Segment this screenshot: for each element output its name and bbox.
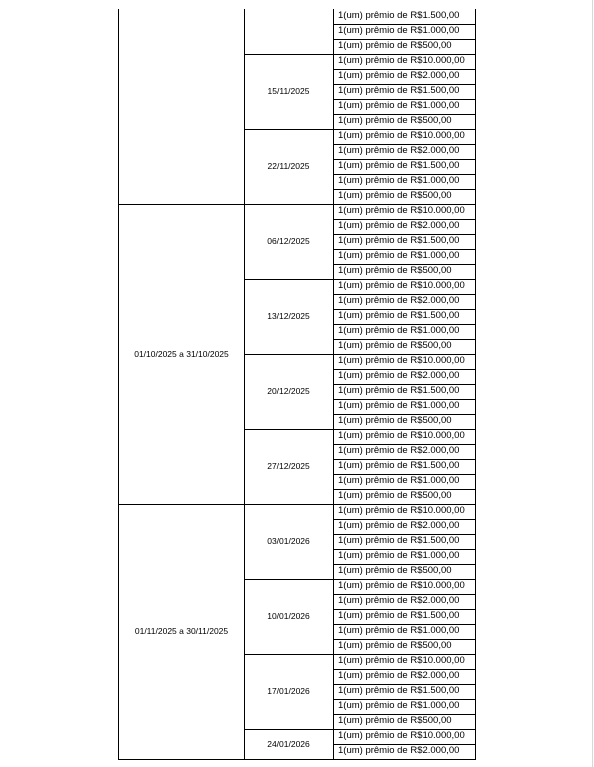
prize-row: 1(um) prêmio de R$1.500,00 <box>333 609 476 625</box>
prize-row: 1(um) prêmio de R$1.000,00 <box>333 324 476 340</box>
prize-row: 1(um) prêmio de R$10.000,00 <box>333 504 476 520</box>
prize-row: 1(um) prêmio de R$1.000,00 <box>333 174 476 190</box>
prize-row: 1(um) prêmio de R$2.000,00 <box>333 519 476 535</box>
prize-row: 1(um) prêmio de R$1.500,00 <box>333 309 476 325</box>
prize-row: 1(um) prêmio de R$10.000,00 <box>333 279 476 295</box>
prize-row: 1(um) prêmio de R$2.000,00 <box>333 594 476 610</box>
prize-row: 1(um) prêmio de R$10.000,00 <box>333 354 476 370</box>
prize-row: 1(um) prêmio de R$500,00 <box>333 414 476 430</box>
prize-row: 1(um) prêmio de R$2.000,00 <box>333 444 476 460</box>
prize-row: 1(um) prêmio de R$2.000,00 <box>333 69 476 85</box>
prize-row: 1(um) prêmio de R$500,00 <box>333 489 476 505</box>
prize-row: 1(um) prêmio de R$1.500,00 <box>333 534 476 550</box>
period-cell <box>118 9 245 204</box>
draw-date-cell: 20/12/2025 <box>244 354 334 429</box>
draw-date-cell: 10/01/2026 <box>244 579 334 655</box>
draw-date-cell: 15/11/2025 <box>244 54 334 129</box>
prize-row: 1(um) prêmio de R$1.500,00 <box>333 84 476 100</box>
draw-date-cell <box>244 9 334 54</box>
draw-date-cell: 17/01/2026 <box>244 654 334 730</box>
prize-row: 1(um) prêmio de R$500,00 <box>333 264 476 280</box>
prize-row: 1(um) prêmio de R$500,00 <box>333 564 476 580</box>
prize-row: 1(um) prêmio de R$10.000,00 <box>333 204 476 220</box>
prize-row: 1(um) prêmio de R$10.000,00 <box>333 129 476 145</box>
prize-row: 1(um) prêmio de R$1.500,00 <box>333 159 476 175</box>
prize-row: 1(um) prêmio de R$10.000,00 <box>333 729 476 745</box>
prize-row: 1(um) prêmio de R$2.000,00 <box>333 294 476 310</box>
period-cell: 01/11/2025 a 30/11/2025 <box>118 504 245 760</box>
draw-date-cell: 03/01/2026 <box>244 504 334 580</box>
prize-row: 1(um) prêmio de R$1.500,00 <box>333 459 476 475</box>
prize-row: 1(um) prêmio de R$500,00 <box>333 639 476 655</box>
prize-row: 1(um) prêmio de R$500,00 <box>333 114 476 130</box>
prize-row: 1(um) prêmio de R$500,00 <box>333 714 476 730</box>
prize-row: 1(um) prêmio de R$1.500,00 <box>333 234 476 250</box>
prize-row: 1(um) prêmio de R$2.000,00 <box>333 144 476 160</box>
prize-row: 1(um) prêmio de R$10.000,00 <box>333 429 476 445</box>
prize-row: 1(um) prêmio de R$1.000,00 <box>333 99 476 115</box>
prize-row: 1(um) prêmio de R$500,00 <box>333 189 476 205</box>
prize-row: 1(um) prêmio de R$2.000,00 <box>333 219 476 235</box>
prize-row: 1(um) prêmio de R$500,00 <box>333 339 476 355</box>
prize-row: 1(um) prêmio de R$1.000,00 <box>333 249 476 265</box>
prize-row: 1(um) prêmio de R$10.000,00 <box>333 579 476 595</box>
prize-row: 1(um) prêmio de R$2.000,00 <box>333 744 476 760</box>
page-edge-rule <box>592 0 593 767</box>
prize-row: 1(um) prêmio de R$1.000,00 <box>333 624 476 640</box>
prize-row: 1(um) prêmio de R$2.000,00 <box>333 669 476 685</box>
draw-date-cell: 06/12/2025 <box>244 204 334 279</box>
prize-row: 1(um) prêmio de R$10.000,00 <box>333 654 476 670</box>
period-cell: 01/10/2025 a 31/10/2025 <box>118 204 245 504</box>
draw-date-cell: 13/12/2025 <box>244 279 334 354</box>
prize-row: 1(um) prêmio de R$1.000,00 <box>333 399 476 415</box>
prize-row: 1(um) prêmio de R$1.000,00 <box>333 24 476 40</box>
draw-date-cell: 27/12/2025 <box>244 429 334 504</box>
draw-date-cell: 22/11/2025 <box>244 129 334 204</box>
prize-row: 1(um) prêmio de R$1.500,00 <box>333 684 476 700</box>
prize-row: 1(um) prêmio de R$1.000,00 <box>333 549 476 565</box>
prize-row: 1(um) prêmio de R$1.500,00 <box>333 9 476 25</box>
prize-row: 1(um) prêmio de R$1.000,00 <box>333 699 476 715</box>
prize-row: 1(um) prêmio de R$1.500,00 <box>333 384 476 400</box>
prize-row: 1(um) prêmio de R$10.000,00 <box>333 54 476 70</box>
prize-row: 1(um) prêmio de R$2.000,00 <box>333 369 476 385</box>
prize-row: 1(um) prêmio de R$1.000,00 <box>333 474 476 490</box>
draw-date-cell: 24/01/2026 <box>244 729 334 760</box>
prize-row: 1(um) prêmio de R$500,00 <box>333 39 476 55</box>
